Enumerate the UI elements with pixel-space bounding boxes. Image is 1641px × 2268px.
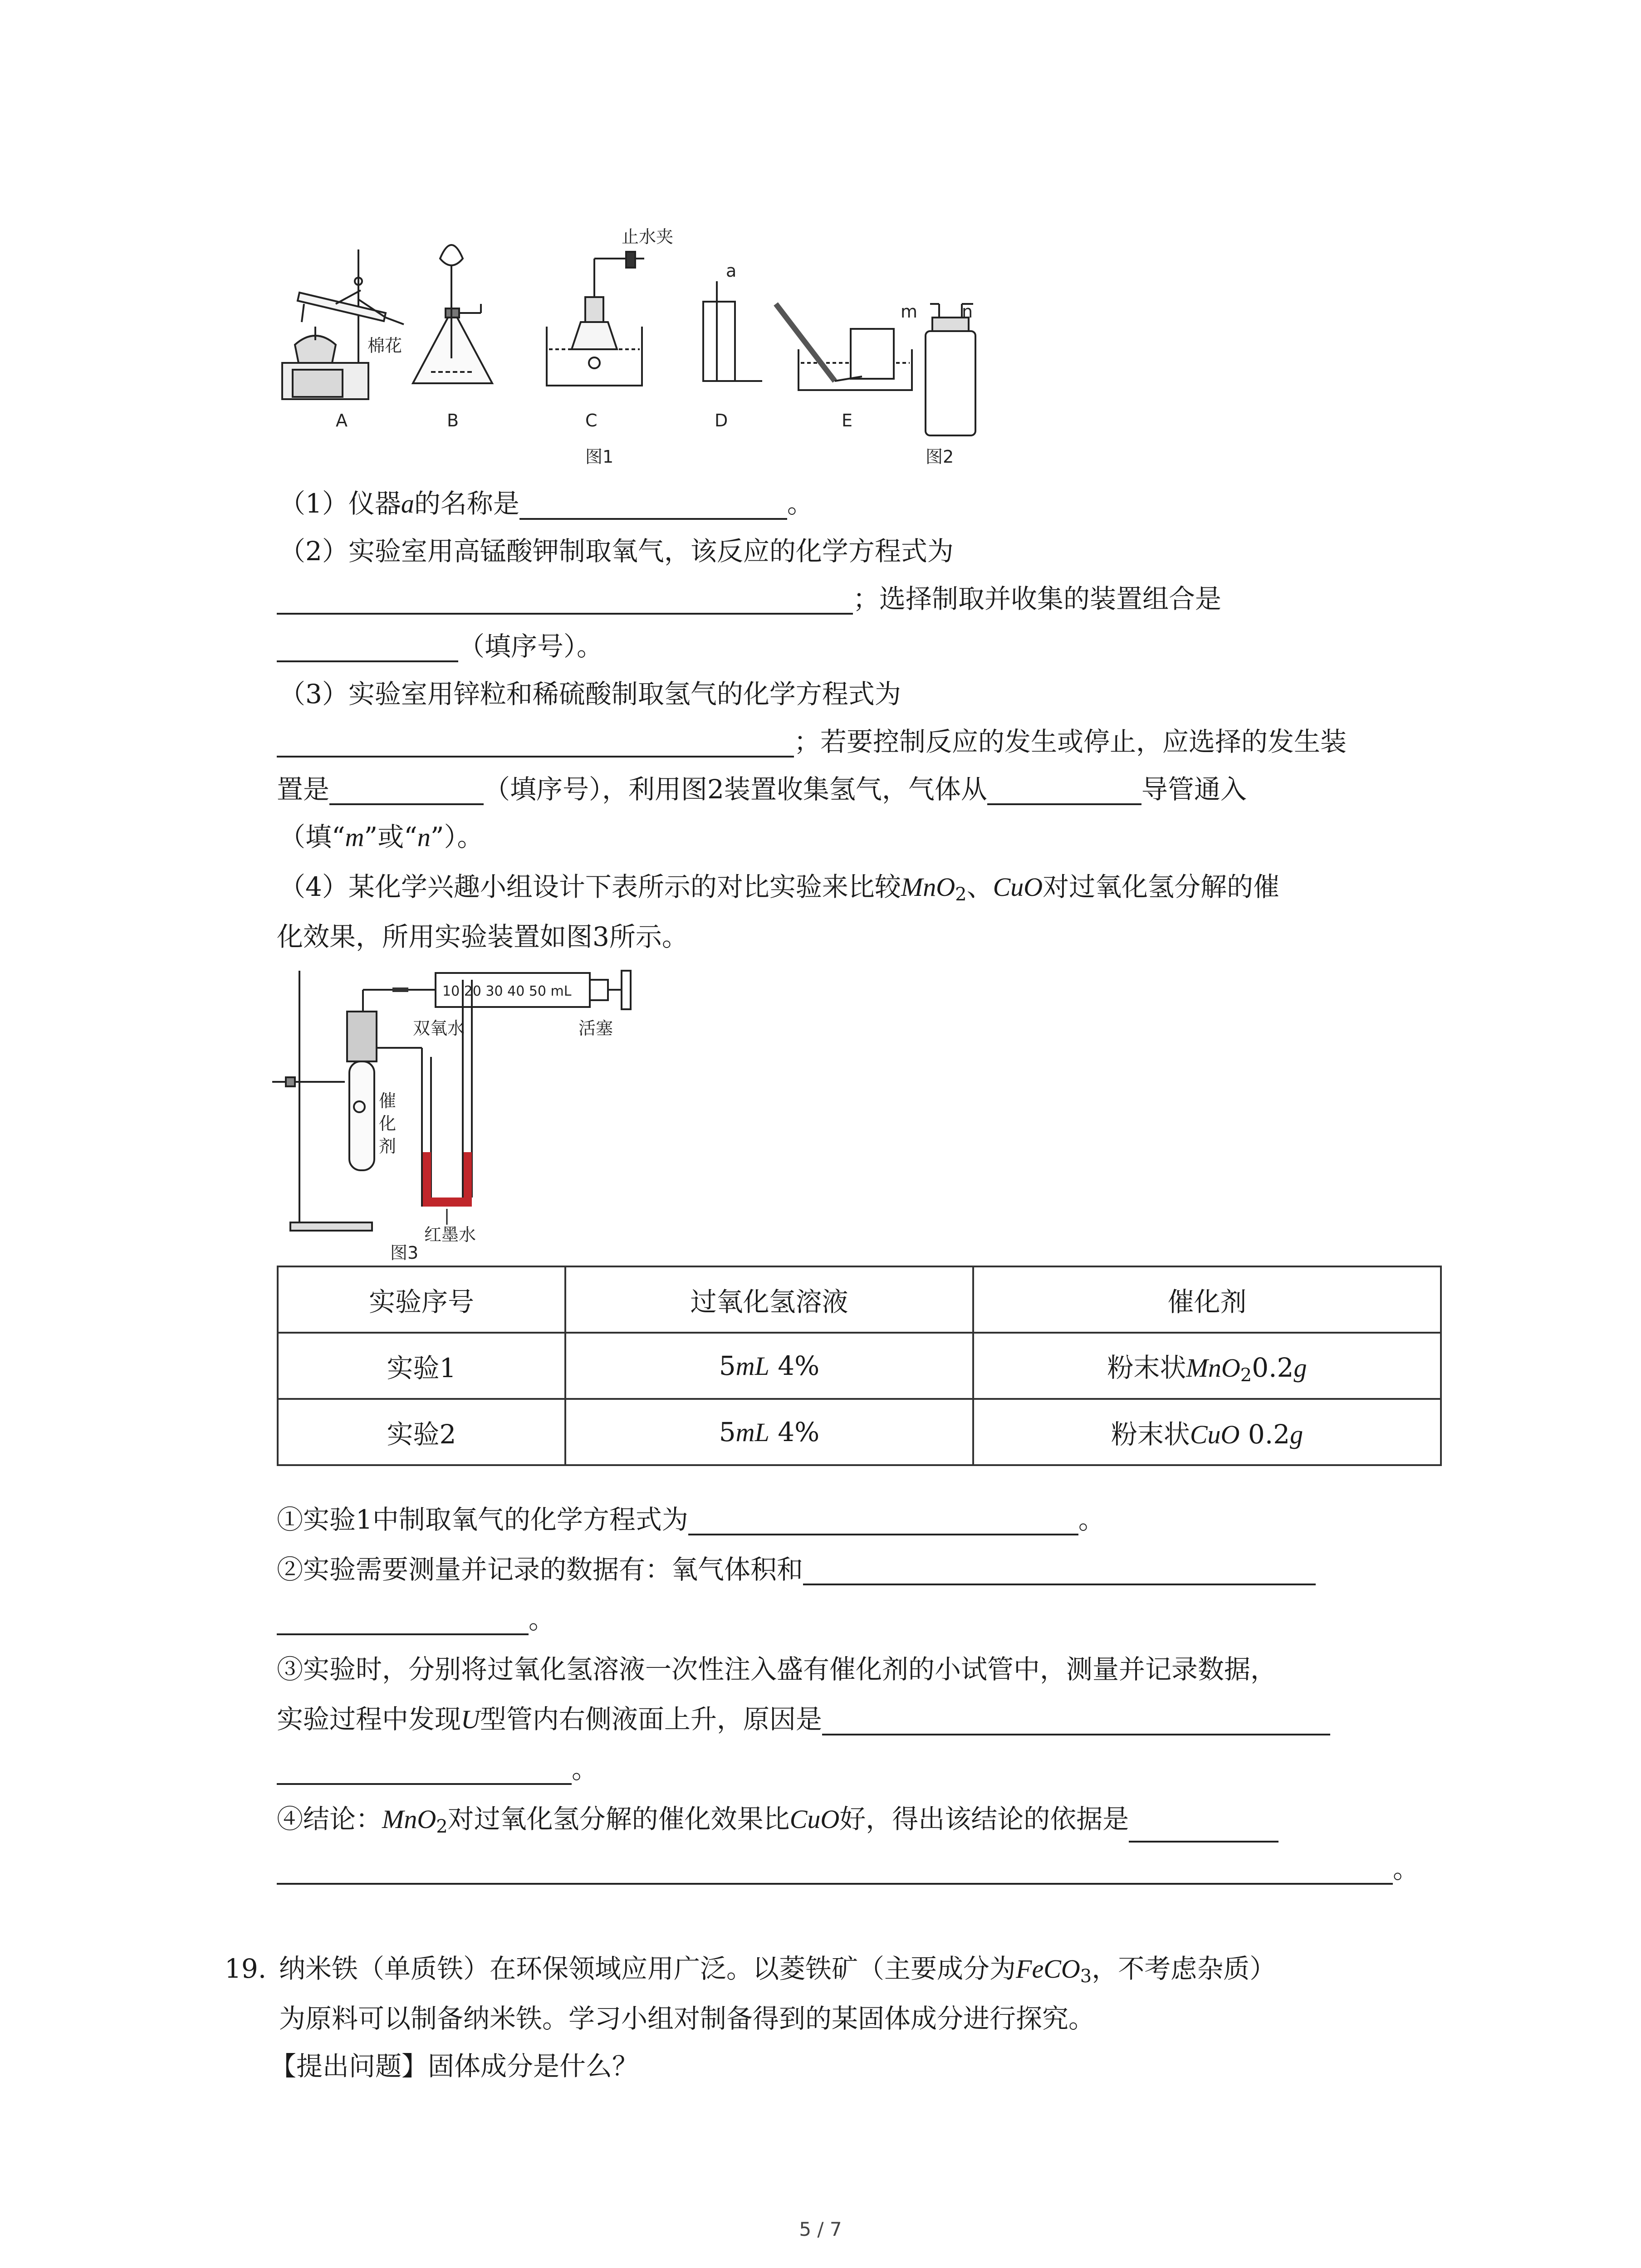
sub-question-1: ①实验1中制取氧气的化学方程式为 。 [277, 1504, 1105, 1535]
label-A: A [336, 411, 348, 430]
question-4-line1: （4）某化学兴趣小组设计下表所示的对比实验来比较MnO$_2$、CuO对过氧化氢分解的催 [279, 871, 1280, 905]
answer-blank-s2b[interactable] [277, 1609, 529, 1635]
sub-question-2: ②实验需要测量并记录的数据有：氧气体积和 [277, 1554, 1316, 1585]
question-19-line3: 【提出问题】固体成分是什么？ [270, 2051, 639, 2082]
question-19-line1: 纳米铁（单质铁）在环保领域应用广泛。以菱铁矿（主要成分为FeCO$_3$，不考虑杂质） [279, 1953, 1276, 1987]
apparatus-e [776, 304, 912, 390]
sub-question-4: ④结论：MnO$_2$对过氧化氢分解的催化效果比CuO好，得出该结论的依据是 [277, 1803, 1279, 1843]
caption-fig3: 图3 [390, 1243, 419, 1261]
table-header: 实验序号 [278, 1266, 565, 1333]
label-cotton: 棉花 [367, 336, 402, 356]
answer-blank-s4b[interactable] [277, 1858, 1393, 1885]
label-a: a [726, 261, 737, 281]
apparatus-fig2 [926, 304, 975, 435]
label-h2o2: 双氧水 [413, 1018, 465, 1038]
answer-blank-1[interactable] [519, 494, 787, 520]
apparatus-d [703, 281, 762, 381]
question-19-number: 19. [225, 1953, 267, 1984]
label-E: E [842, 411, 853, 430]
caption-fig1: 图1 [585, 447, 614, 467]
answer-blank-s1[interactable] [688, 1509, 1078, 1535]
label-scale: 10 20 30 40 50 mL [442, 983, 572, 999]
answer-blank-3c[interactable] [987, 779, 1141, 805]
question-3-line4: （填“m”或“n”）。 [279, 821, 484, 852]
table-header: 过氧化氢溶液 [565, 1266, 973, 1333]
sub-question-3c: 。 [277, 1753, 598, 1785]
question-2-line2: ；选择制取并收集的装置组合是 [277, 583, 1221, 615]
page-number: 5 / 7 [799, 2218, 842, 2240]
table-header-row [278, 1266, 1441, 1333]
table-cell: 5mL 4% [565, 1333, 973, 1399]
table-cell: 粉末状CuO 0.2g [973, 1399, 1441, 1465]
label-catalyst-2: 化 [379, 1114, 397, 1134]
label-piston: 活塞 [578, 1018, 613, 1038]
answer-blank-3b[interactable] [329, 779, 484, 805]
answer-blank-s2a[interactable] [803, 1559, 1316, 1585]
answer-blank-2a[interactable] [277, 588, 853, 615]
question-4-line2: 化效果，所用实验装置如图3所示。 [277, 921, 688, 952]
experiment-table [277, 1266, 1442, 1466]
question-2-line3: （填序号）。 [277, 631, 603, 662]
table-cell: 粉末状MnO$_2$0.2g [973, 1333, 1441, 1399]
table-cell: 实验2 [278, 1399, 565, 1465]
answer-blank-s3b[interactable] [277, 1759, 572, 1785]
question-1: （1）仪器a的名称是 。 [279, 488, 813, 519]
table-cell: 5mL 4% [565, 1399, 973, 1465]
question-3-line3: 置是 （填序号），利用图2装置收集氢气，气体从 导管通入 [277, 774, 1247, 805]
label-B: B [447, 411, 459, 430]
question-3-line1: （3）实验室用锌粒和稀硫酸制取氢气的化学方程式为 [279, 679, 901, 709]
figure-1-2 [268, 213, 1012, 485]
sub-question-2b: 。 [277, 1603, 555, 1635]
apparatus-b [413, 245, 492, 383]
table-header: 催化剂 [973, 1266, 1441, 1333]
label-ink: 红墨水 [424, 1225, 476, 1245]
question-3-line2: ；若要控制反应的发生或停止，应选择的发生装 [277, 726, 1347, 758]
label-m: m [901, 302, 918, 322]
label-C: C [585, 411, 598, 430]
question-19-line2: 为原料可以制备纳米铁。学习小组对制备得到的某固体成分进行探究。 [279, 2003, 1095, 2034]
label-catalyst-1: 催 [379, 1091, 397, 1111]
sub-question-3b: 实验过程中发现U型管内右侧液面上升，原因是 [277, 1703, 1330, 1735]
sub-question-3: ③实验时，分别将过氧化氢溶液一次性注入盛有催化剂的小试管中，测量并记录数据， [277, 1654, 1277, 1685]
answer-blank-s3a[interactable] [822, 1709, 1330, 1735]
table-row [278, 1399, 1441, 1465]
table-row [278, 1333, 1441, 1399]
table-cell: 实验1 [278, 1333, 565, 1399]
caption-fig2: 图2 [926, 447, 954, 467]
sub-question-4b: 。 [277, 1853, 1419, 1885]
question-2-line1: （2）实验室用高锰酸钾制取氧气，该反应的化学方程式为 [279, 536, 954, 567]
apparatus-c [547, 252, 644, 386]
label-clamp: 止水夹 [622, 227, 674, 247]
figure-3 [272, 962, 644, 1261]
apparatus-a [282, 249, 404, 399]
label-n: n [962, 302, 973, 322]
label-D: D [715, 411, 728, 430]
answer-blank-s4a[interactable] [1129, 1816, 1279, 1843]
answer-blank-3a[interactable] [277, 731, 794, 758]
answer-blank-2b[interactable] [277, 636, 458, 662]
label-catalyst-3: 剂 [379, 1136, 397, 1156]
